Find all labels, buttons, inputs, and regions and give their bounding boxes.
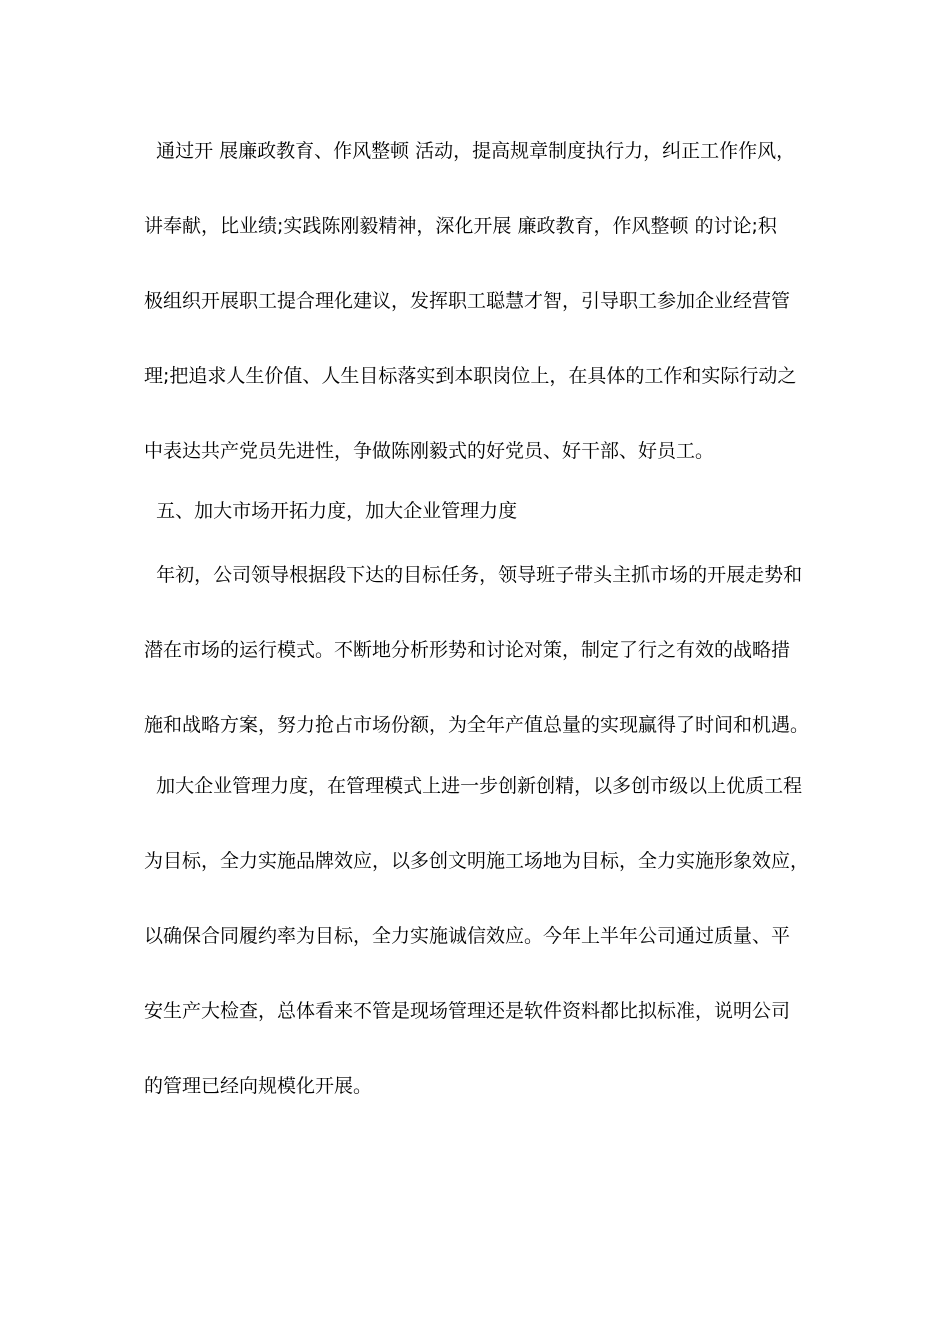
text-line: 讲奉献，比业绩;实践陈刚毅精神，深化开展 廉政教育，作风整顿 的讨论;积 <box>144 215 777 237</box>
text-line: 年初，公司领导根据段下达的目标任务，领导班子带头主抓市场的开展走势和 <box>144 564 803 586</box>
text-line: 通过开 展廉政教育、作风整顿 活动，提高规章制度执行力，纠正工作作风， <box>144 140 796 162</box>
text-line: 极组织开展职工提合理化建议，发挥职工聪慧才智，引导职工参加企业经营管 <box>144 290 791 312</box>
text-line: 施和战略方案，努力抢占市场份额，为全年产值总量的实现赢得了时间和机遇。 <box>144 714 810 736</box>
section-heading: 五、加大市场开拓力度，加大企业管理力度 <box>144 500 518 522</box>
text-line: 的管理已经向规模化开展。 <box>144 1075 373 1097</box>
text-line: 理;把追求人生价值、人生目标落实到本职岗位上，在具体的工作和实际行动之 <box>144 365 797 387</box>
text-line: 潜在市场的运行模式。不断地分析形势和讨论对策，制定了行之有效的战略措 <box>144 639 791 661</box>
text-line: 为目标，全力实施品牌效应，以多创文明施工场地为目标，全力实施形象效应， <box>144 850 810 872</box>
text-line: 以确保合同履约率为目标，全力实施诚信效应。今年上半年公司通过质量、平 <box>144 925 791 947</box>
text-line: 加大企业管理力度，在管理模式上进一步创新创精，以多创市级以上优质工程 <box>144 775 803 797</box>
text-line: 中表达共产党员先进性，争做陈刚毅式的好党员、好干部、好员工。 <box>144 440 715 462</box>
text-line: 安生产大检查，总体看来不管是现场管理还是软件资料都比拟标准，说明公司 <box>144 1000 791 1022</box>
